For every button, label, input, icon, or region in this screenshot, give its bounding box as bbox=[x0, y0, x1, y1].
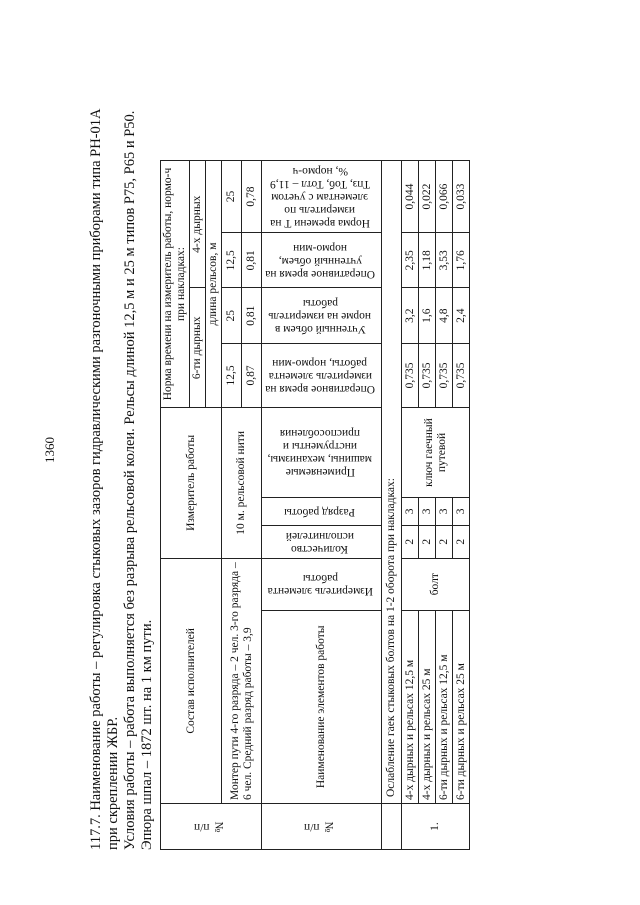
row-name: 6-ти дырных и рельсах 12,5 м bbox=[436, 610, 453, 803]
rail-length-cell: 25 bbox=[222, 288, 242, 343]
header-rail-length: длина рельсов, м bbox=[206, 161, 222, 408]
row-volume: 2,4 bbox=[453, 288, 470, 343]
row-grade: 3 bbox=[436, 497, 453, 525]
row-name: 6-ти дырных и рельсах 25 м bbox=[453, 610, 470, 803]
row-op-total: 1,76 bbox=[453, 233, 470, 288]
work-meter-cell: 10 м. рельсовой нити bbox=[222, 408, 262, 559]
row-name: 4-х дырных и рельсах 25 м bbox=[419, 610, 436, 803]
norm-value-cell: 0,87 bbox=[242, 343, 262, 407]
heading-line-3: Условия работы – работа выполняется без разрыва рельсовой колеи. Рельсы длиной 12,5 м и 25 м типов Р75, Р65 и Р50. bbox=[122, 110, 138, 850]
row-grade: 3 bbox=[419, 497, 436, 525]
row-performers: 2 bbox=[453, 525, 470, 558]
heading-line-2: при скреплении ЖБР. bbox=[105, 716, 121, 850]
table-row bbox=[436, 161, 453, 850]
header-composition: Состав исполнителей bbox=[161, 558, 222, 803]
header-element-name: Наименование элементов работы bbox=[262, 610, 382, 803]
header-grade: Разряд работы bbox=[262, 497, 382, 525]
row-op-time: 0,735 bbox=[453, 343, 470, 407]
table-row bbox=[402, 161, 419, 850]
row-op-time: 0,735 bbox=[402, 343, 419, 407]
document-heading bbox=[88, 20, 156, 850]
row-grade: 3 bbox=[453, 497, 470, 525]
header-element-meter: Измеритель элемента работы bbox=[262, 558, 382, 610]
row-norm: 0,044 bbox=[402, 161, 419, 233]
header-number: № п/п bbox=[161, 804, 262, 850]
norm-value-cell: 0,81 bbox=[242, 233, 262, 288]
header-norm: Норма времени на измеритель работы, нормо-ч при накладках: bbox=[161, 161, 190, 408]
header-work-meter: Измеритель работы bbox=[161, 408, 222, 559]
norm-value-cell: 0,78 bbox=[242, 161, 262, 233]
header-four-hole: 4-х дырных bbox=[190, 161, 206, 289]
row-op-total: 1,18 bbox=[419, 233, 436, 288]
row-performers: 2 bbox=[436, 525, 453, 558]
row-number: 1. bbox=[402, 804, 470, 850]
row-norm: 0,066 bbox=[436, 161, 453, 233]
header-number-2: № п/п bbox=[262, 804, 382, 850]
table-row bbox=[453, 161, 470, 850]
row-op-total: 2,35 bbox=[402, 233, 419, 288]
row-grade: 3 bbox=[402, 497, 419, 525]
section-title: Ослабление гаек стыковых болтов на 1-2 оборота при накладках: bbox=[382, 161, 402, 804]
header-op-time: Оперативное время на измеритель элемента работы, нормо-мин bbox=[262, 343, 382, 407]
header-machines: Применяемые машины, механизмы, инструменты и приспособления bbox=[262, 408, 382, 498]
header-six-hole: 6-ти дырных bbox=[190, 288, 206, 408]
heading-line-1: 117.7. Наименование работы – регулировка стыковых зазоров гидравлическими разгоночными приборами типа РН-01А bbox=[88, 108, 104, 850]
header-time-norm: Норма времени Т на измеритель по элементам с учетом Тпз, Тоб, Тотл – 11,9 %, нормо-ч bbox=[262, 161, 382, 233]
rail-length-cell: 12,5 bbox=[222, 233, 242, 288]
composition-cell: Монтер пути 4-го разряда – 2 чел. 3-го разряда – 6 чел. Средний разряд работы – 3,9 bbox=[222, 558, 262, 803]
page-number: 1360 bbox=[42, 437, 57, 463]
heading-line-4: Эпюра шпал – 1872 шт. на 1 км пути. bbox=[139, 619, 155, 850]
header-performers: Количество исполнителей bbox=[262, 525, 382, 558]
row-norm: 0,022 bbox=[419, 161, 436, 233]
rail-length-cell: 12,5 bbox=[222, 343, 242, 407]
header-volume: Учтенный объем в норме на измеритель работы bbox=[262, 288, 382, 343]
row-op-time: 0,735 bbox=[436, 343, 453, 407]
row-volume: 3,2 bbox=[402, 288, 419, 343]
rotated-page-content bbox=[88, 20, 640, 850]
header-op-time-norm: Оперативное время на учтенный объем, нормо-мин bbox=[262, 233, 382, 288]
row-name: 4-х дырных и рельсах 12,5 м bbox=[402, 610, 419, 803]
row-volume: 1,6 bbox=[419, 288, 436, 343]
table-row bbox=[419, 161, 436, 850]
element-meter-cell: болт bbox=[402, 558, 470, 610]
row-volume: 4,8 bbox=[436, 288, 453, 343]
row-op-total: 3,53 bbox=[436, 233, 453, 288]
row-norm: 0,033 bbox=[453, 161, 470, 233]
norm-value-cell: 0,81 bbox=[242, 288, 262, 343]
norm-table bbox=[160, 160, 470, 850]
row-performers: 2 bbox=[419, 525, 436, 558]
machine-cell: ключ гаечный путевой bbox=[402, 408, 470, 498]
rail-length-cell: 25 bbox=[222, 161, 242, 233]
row-op-time: 0,735 bbox=[419, 343, 436, 407]
row-performers: 2 bbox=[402, 525, 419, 558]
